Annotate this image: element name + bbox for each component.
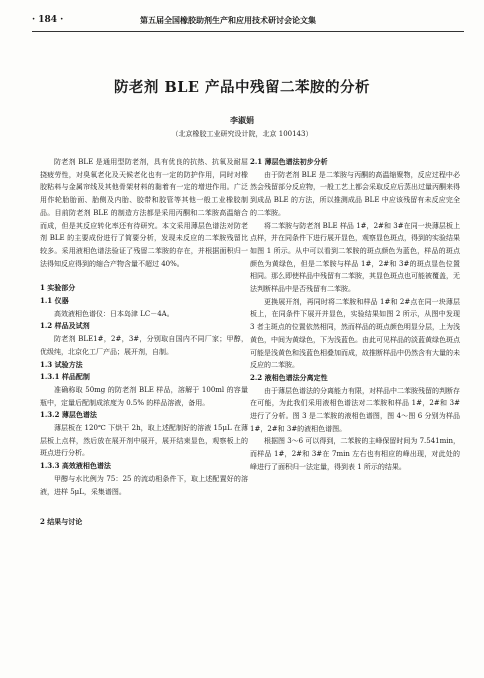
body-paragraph: 防老剂 BLE1#，2#，3#，分别取自国内不同厂家；甲醇，优级纯，北京化工厂产品；展开剂，自制。: [40, 335, 248, 356]
running-header: [32, 14, 464, 28]
body-paragraph: 准确称取 50mg 的防老剂 BLE 样品，溶解于 100ml 的容量瓶中，定量后配制成浓度为 0.5% 的样品溶液，备用。: [40, 385, 248, 407]
page-number: · 184 ·: [32, 15, 64, 25]
subsection-heading: 1.2 样品及试剂: [40, 321, 90, 331]
intro-paragraph: 防老剂 BLE 是通用型防老剂，具有优良的抗热、抗氧及耐屈挠疲劳性，对臭氧老化及天候老化也有一定的防护作用，同时对橡胶粘料与金属帘线及其他骨架材料的黏着有一定的增进作用。广泛用作轮胎胎面、胎侧及内胎、胶带和胶管等其他一般工业橡胶制品。目前防老剂 BLE 的制造方法都是采用丙酮和二苯胺高温缩合而成，但是其反应转化率还有待研究。本文采用薄层色谱法对防老剂 BLE 的主要成份进行了简要分析，发现未反应的二苯胺残留比较多。采用液相色谱法验证了残留二苯胺的存在，并根据面积归一法得知反应得到的缩合产物含量不超过 40%。: [40, 158, 248, 268]
section-heading: 1 实验部分: [40, 283, 76, 293]
right-column: [250, 156, 460, 474]
body-paragraph: 更换展开剂，再同时将二苯胺和样品 1#和 2#点在同一块薄层板上，在同条件下展开并显色，实验结果如图 2 所示，从图中发现 3 者主斑点的位置依然相同，然而样品的斑点颜色明显分层，上为浅黄色，中间为黄绿色，下为浅蓝色。由此可见样品的淡蓝黄绿色斑点可能是浅黄色和浅蓝色相叠加而成，故推断样品中仍然含有大量的未反应的二苯胺。: [250, 297, 460, 370]
journal-title: 第五届全国橡胶助剂生产和应用技术研讨会论文集: [140, 15, 316, 25]
body-paragraph: 甲醇与水比例为 75：25 的流动相条件下，取上述配置好的溶液，进样 5μL，采集谱图。: [40, 474, 248, 496]
article-author: 李淑娟: [230, 115, 254, 125]
subsection-heading: 1.3 试验方法: [40, 359, 83, 369]
subsubsection-heading: 1.3.3 高效液相色谱法: [40, 461, 111, 471]
subsection-heading: 2.2 液相色谱法分离定性: [250, 372, 328, 382]
body-paragraph: 由于防老剂 BLE 是二苯胺与丙酮的高温缩聚物，反应过程中必然会残留部分反应物，一般工艺上都会采取反应后蒸出过量丙酮来得到成品 BLE 的方法，所以推测成品 BLE 中应该残留有未反应完全的二苯胺。: [250, 170, 460, 217]
spacer: [40, 498, 248, 510]
header-rule: [32, 31, 464, 32]
body-paragraph: 薄层板在 120℃ 下烘干 2h，取上述配制好的溶液 15μL 在薄层板上点样，然后放在展开剂中展开，展开结束显色，观察板上的斑点进行分析。: [40, 424, 248, 458]
subsubsection-heading: 1.3.2 薄层色谱法: [40, 410, 97, 420]
author-affiliation: （北京橡胶工业研究设计院，北京 100143）: [171, 130, 313, 138]
article-title: 防老剂 BLE 产品中残留二苯胺的分析: [113, 79, 371, 96]
spacer: [40, 270, 248, 282]
body-paragraph: 高效液相色谱仪：日本岛津 LC－4A。: [54, 309, 174, 318]
subsection-heading: 2.1 薄层色谱法初步分析: [250, 157, 328, 166]
body-paragraph: 由于薄层色谱法的分离能力有限，对样品中二苯胺残留的判断存在可能，为此我们采用液相色谱法对二苯胺和样品 1#，2#和 3#进行了分析。图 3 是二苯胺的液相色谱图，图 4～图 6 分别为样品 1#，2#和 3#的液相色谱图。: [250, 386, 460, 433]
section-heading: 2 结果与讨论: [40, 517, 83, 527]
subsection-heading: 1.1 仪器: [40, 296, 69, 306]
left-column: [40, 156, 248, 529]
body-paragraph: 根据图 3～6 可以得到，二苯胺的主峰保留时间为 7.541min，而样品 1#，2#和 3#在 7min 左右也有相应的峰出现，对此处的峰进行了面积归一法定量，得到表 1 所示的结果。: [250, 437, 461, 471]
body-paragraph: 将二苯胺与防老剂 BLE 样品 1#，2#和 3#在同一块薄层板上点样，并在同条件下进行展开显色，观察显色斑点，得到的实验结果如图 1 所示。从中可以看到二苯胺的斑点颜色为蓝色，样品的斑点颜色为黄绿色，但是二苯胺与样品 1#，2#和 3#的斑点显色位置相同。那么即使样品中残留有二苯胺，其显色斑点也可能被覆盖，无法判断样品中是否残留有二苯胺。: [250, 221, 460, 294]
subsubsection-heading: 1.3.1 样品配制: [40, 372, 90, 382]
